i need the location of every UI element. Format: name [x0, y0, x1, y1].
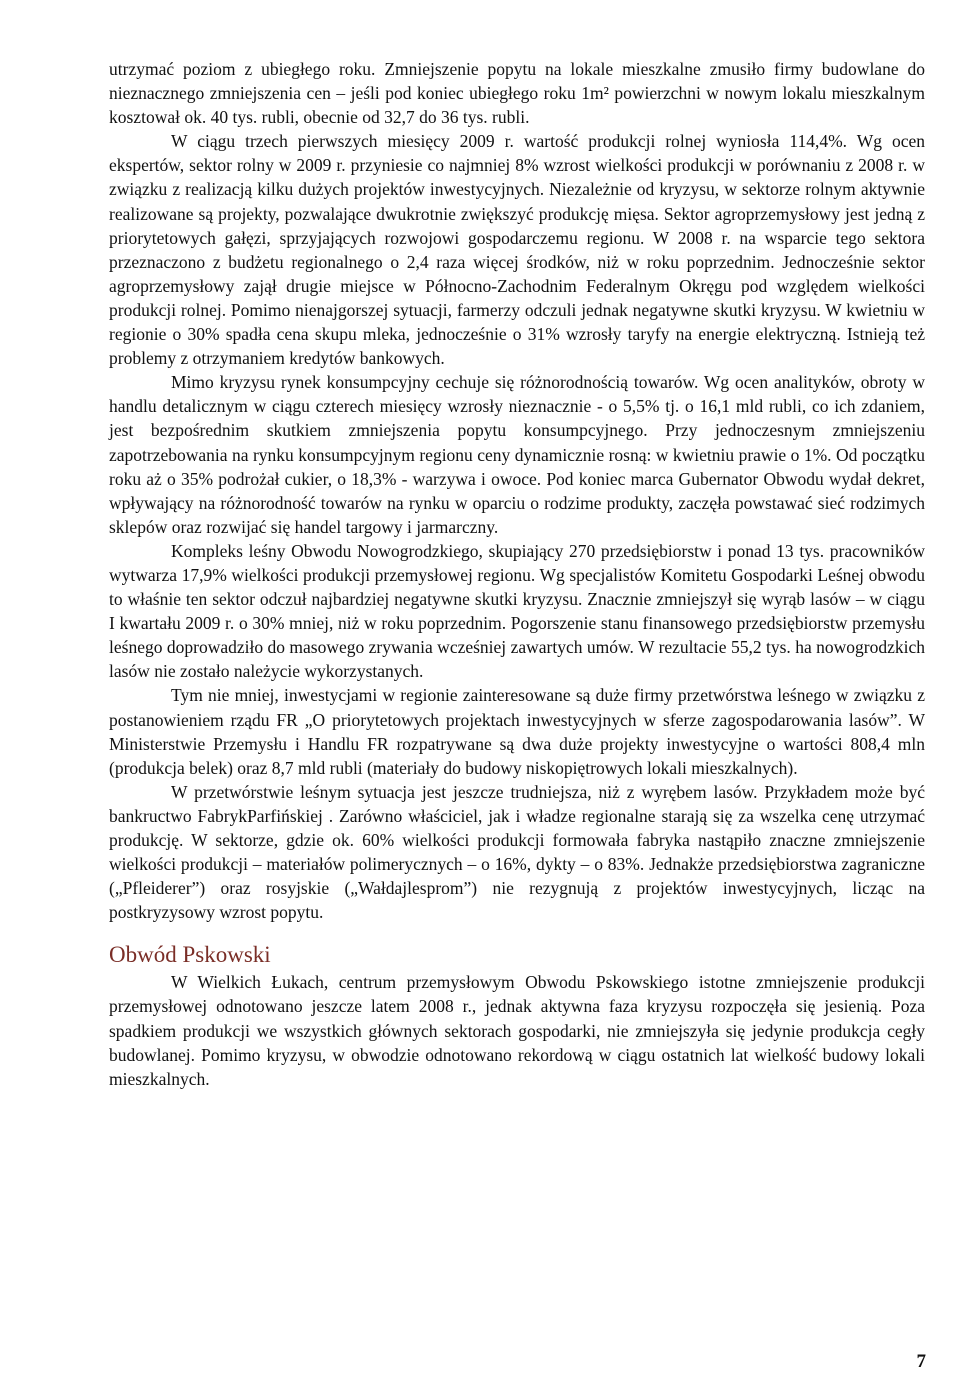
paragraph-pskov: W Wielkich Łukach, centrum przemysłowym Obwodu Pskowskiego istotne zmniejszenie produkcji przemysłowej odnotowano jeszcze latem 2008 r., jednak aktywna faza kryzysu rozpoczęła się jesienią. Poza spadkiem produkcji we wszystkich głównych sektorach gospodarki, nie zmniejszyła się jedynie produkcja cegły budowlanej. Pomimo kryzysu, w obwodzie odnotowano rekordową w ciągu ostatnich lat wielkość budowy lokali mieszkalnych.	[109, 972, 925, 1089]
paragraph-forestry-complex: Kompleks leśny Obwodu Nowogrodzkiego, skupiający 270 przedsiębiorstw i ponad 13 tys. pracowników wytwarza 17,9% wielkości produkcji przemysłowej regionu. Wg specjalistów Komitetu Gospodarki Leśnej obwodu to właśnie ten sektor odczuł najbardziej negatywne skutki kryzysu. Znacznie zmniejszył się wyrąb lasów – w ciągu I kwartału 2009 r. o 30% mniej, niż w roku poprzednim. Pogorszenie stanu finansowego przedsiębiorstw przemysłu leśnego doprowadziło do masowego zrywania wcześniej zawartych umów. W rezultacie 55,2 tys. ha nowogrodzkich lasów nie zostało należycie wykorzystanych.	[109, 540, 925, 682]
paragraph-consumer-market: Mimo kryzysu rynek konsumpcyjny cechuje się różnorodnością towarów. Wg ocen analityków, obroty w handlu detalicznym w ciągu czterech miesięcy wzrosły nieznacznie - o 5,5% tj. o 16,1 mld rubli, co ich zdaniem, jest bezpośrednim skutkiem zmniejszenia popytu konsumpcyjnego. Przy jednoczesnym zmniejszeniu zapotrzebowania na rynku konsumpcyjnym regionu ceny dynamicznie rosną: w kwietniu prawie o 1%. Od początku roku aż o 35% podrożał cukier, o 18,3% - warzywa i owoce. Pod koniec marca Gubernator Obwodu wydał dekret, wpływający na różnorodność towarów na rynku w oparciu o rodzime produkty, zaczęła powstawać sieć rodzimych sklepów oraz rozwijać się handel targowy i jarmarczny.	[109, 372, 925, 537]
paragraph-wood-processing: W przetwórstwie leśnym sytuacja jest jeszcze trudniejsza, niż z wyrębem lasów. Przykładem może być bankructwo FabrykParfińskiej . Zarówno właściciel, jak i władze regionalne starają się za wszelka cenę utrzymać produkcję. W sektorze, gdzie ok. 60% wielkości produkcji formowała fabryka nastąpiło znaczne zmniejszenie wielkości produkcji – materiałów polimerycznych – o 16%, dykty – o 83%. Jednakże przedsiębiorstwa zagraniczne („Pfleiderer”) oraz rosyjskie („Wałdajlesprom”) nie rezygnują z projektów inwestycyjnych, licząc na postkryzysowy wzrost popytu.	[109, 781, 925, 923]
body-text	[109, 57, 925, 1091]
page-number: 7	[916, 1351, 926, 1372]
paragraph-housing-prices: utrzymać poziom z ubiegłego roku. Zmniejszenie popytu na lokale mieszkalne zmusiło firmy budowlane do nieznacznego zmniejszenia cen – jeśli pod koniec ubiegłego roku 1m² powierzchni w nowym lokalu mieszkalnym kosztował ok. 40 tys. rubli, obecnie od 32,7 do 36 tys. rubli.	[109, 59, 925, 128]
paragraph-agriculture: W ciągu trzech pierwszych miesięcy 2009 r. wartość produkcji rolnej wyniosła 114,4%. Wg ocen ekspertów, sektor rolny w 2009 r. przyniesie co najmniej 8% wzrost wielkości produkcji w porównaniu z 2008 r. w związku z realizacją kilku dużych projektów inwestycyjnych. Niezależnie od kryzysu, w sektorze rolnym aktywnie realizowane są projekty, pozwalające dwukrotnie zwiększyć produkcję mięsa. Sektor agroprzemysłowy jest jedną z priorytetowych gałęzi, sprzyjających rozwojowi gospodarczemu regionu. W 2008 r. na wsparcie tego sektora przeznaczono z budżetu regionalnego o 2,4 raza więcej środków, niż w roku poprzednim. Jednocześnie sektor agroprzemysłowy zajął drugie miejsce w Północno-Zachodnim Federalnym Okręgu pod względem wielkości produkcji rolnej. Pomimo nienajgorszej sytuacji, farmerzy odczuli jednak negatywne skutki kryzysu. W kwietniu w regionie o 30% spadła cena skupu mleka, jednocześnie o 31% wzrosły taryfy na energie elektryczną. Istnieją też problemy z otrzymaniem kredytów bankowych.	[109, 131, 925, 369]
section-heading: Obwód Pskowski	[109, 942, 271, 968]
paragraph-forestry-investment: Tym nie mniej, inwestycjami w regionie zainteresowane są duże firmy przetwórstwa leśnego w związku z postanowieniem rządu FR „O priorytetowych projektach inwestycyjnych w sferze zagospodarowania lasów”. W Ministerstwie Przemysłu i Handlu FR rozpatrywane są dwa duże projekty inwestycyjne o wartości 808,4 mln (produkcja belek) oraz 8,7 mld rubli (materiały do budowy niskopiętrowych lokali mieszkalnych).	[109, 685, 925, 778]
